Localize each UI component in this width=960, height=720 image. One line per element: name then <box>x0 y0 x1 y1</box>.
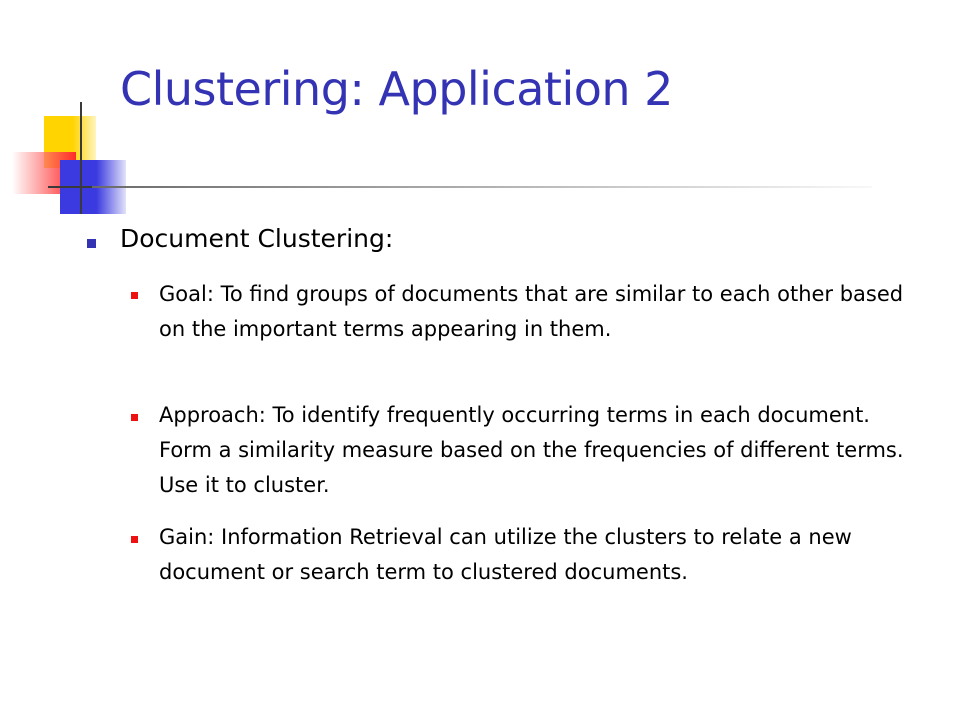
slide-title: Clustering: Application 2 <box>120 62 673 116</box>
vertical-rule-decoration <box>80 102 82 214</box>
sub-bullet-text: Goal: To find groups of documents that are similar to each other based on the important terms appearing in them. <box>159 282 904 341</box>
bullet-square-icon <box>87 239 96 248</box>
sub-bullet-text: Gain: Information Retrieval can utilize the clusters to relate a new document or search term to clustered documents. <box>159 525 852 584</box>
decorative-logo <box>0 0 140 230</box>
sub-bullet-text: Approach: To identify frequently occurring terms in each document. Form a similarity measure based on the frequencies of different terms. Use it to cluster. <box>159 403 904 497</box>
sub-bullet-square-icon <box>131 414 138 421</box>
sub-bullet-square-icon <box>131 536 138 543</box>
sub-bullet-square-icon <box>131 292 138 299</box>
main-bullet-text: Document Clustering: <box>120 224 394 253</box>
title-underline <box>92 186 872 188</box>
